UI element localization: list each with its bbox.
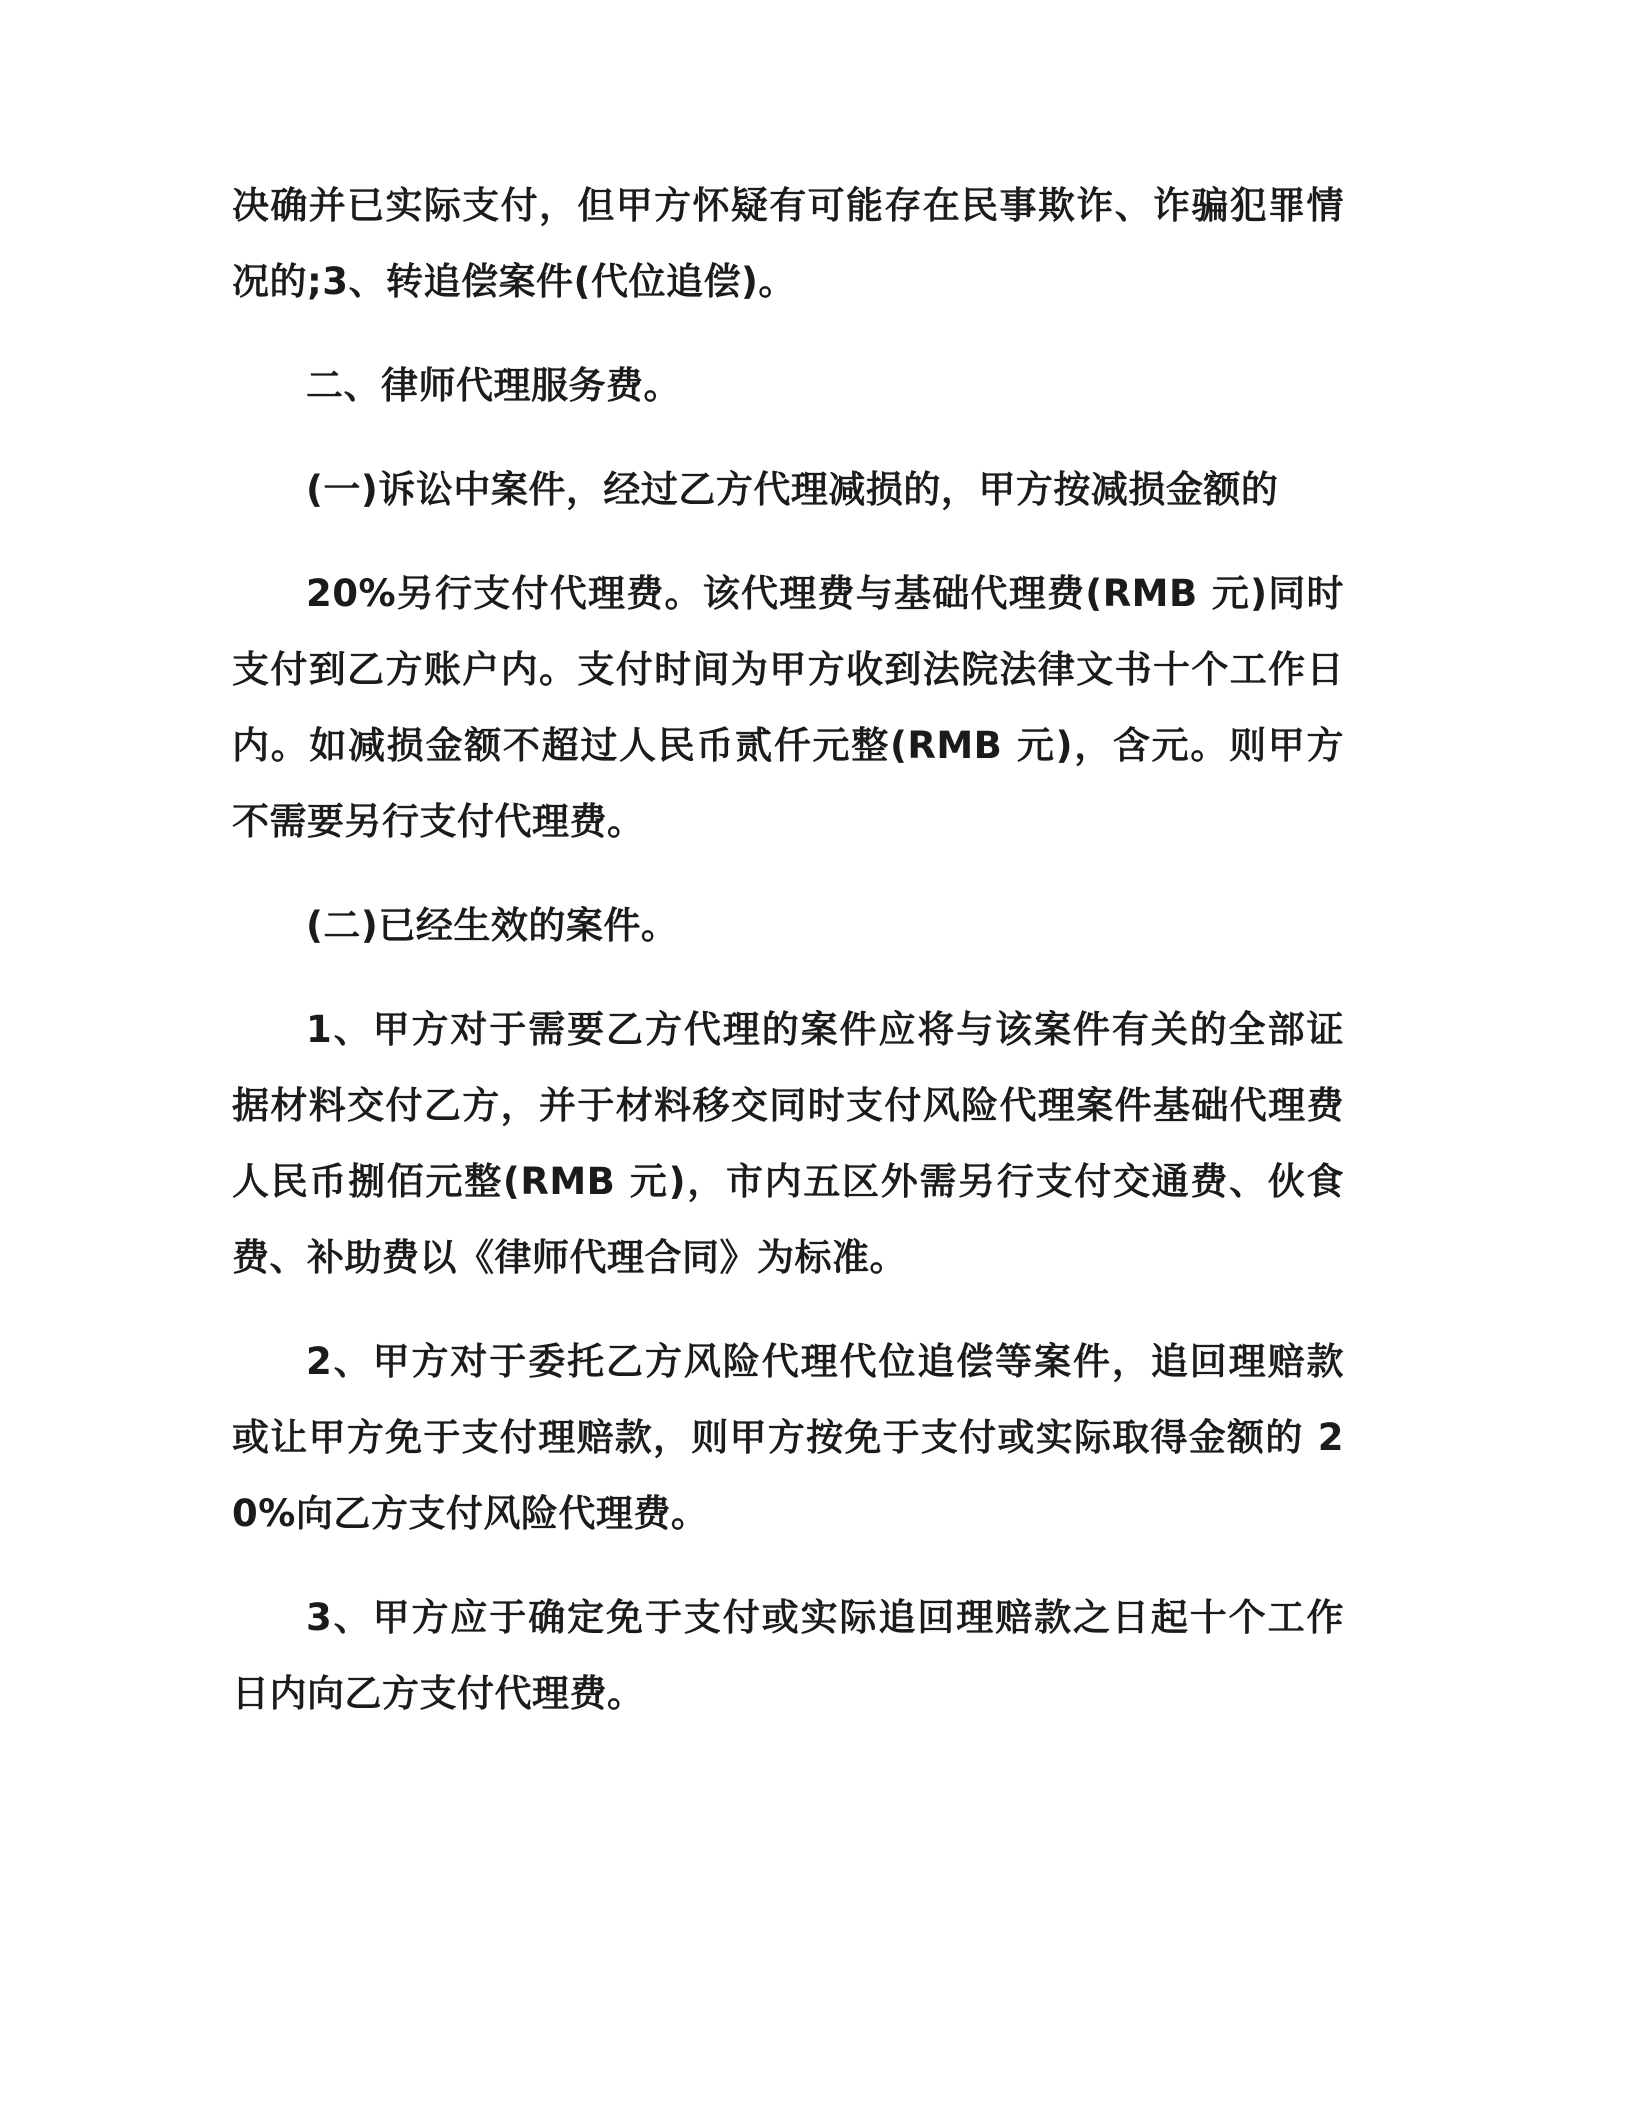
paragraph-section-2-heading: 二、律师代理服务费。 bbox=[306, 364, 681, 407]
paragraph-clause-2-item-3: 3、甲方应于确定免于支付或实际追回理赔款之日起十个工作日内向乙方支付代理费。 bbox=[232, 1596, 1344, 1715]
paragraph-clause-1-intro: (一)诉讼中案件，经过乙方代理减损的，甲方按减损金额的 bbox=[306, 468, 1279, 511]
paragraph-clause-1-body: 20%另行支付代理费。该代理费与基础代理费(RMB 元)同时支付到乙方账户内。支付时间为甲方收到法院法律文书十个工作日内。如减损金额不超过人民币贰仟元整(RMB 元)，含元。则甲方不需要另行支付代理费。 bbox=[232, 572, 1344, 843]
document-body bbox=[232, 168, 1344, 1732]
paragraph-clause-2-item-2: 2、甲方对于委托乙方风险代理代位追偿等案件，追回理赔款或让甲方免于支付理赔款，则甲方按免于支付或实际取得金额的 20%向乙方支付风险代理费。 bbox=[232, 1340, 1344, 1535]
paragraph-clause-2-heading: (二)已经生效的案件。 bbox=[306, 904, 679, 947]
paragraph-continuation: 决确并已实际支付，但甲方怀疑有可能存在民事欺诈、诈骗犯罪情况的;3、转追偿案件(代位追偿)。 bbox=[232, 184, 1344, 303]
paragraph-clause-2-item-1: 1、甲方对于需要乙方代理的案件应将与该案件有关的全部证据材料交付乙方，并于材料移交同时支付风险代理案件基础代理费人民币捌佰元整(RMB 元)，市内五区外需另行支付交通费、伙食费、补助费以《律师代理合同》为标准。 bbox=[232, 1008, 1344, 1279]
